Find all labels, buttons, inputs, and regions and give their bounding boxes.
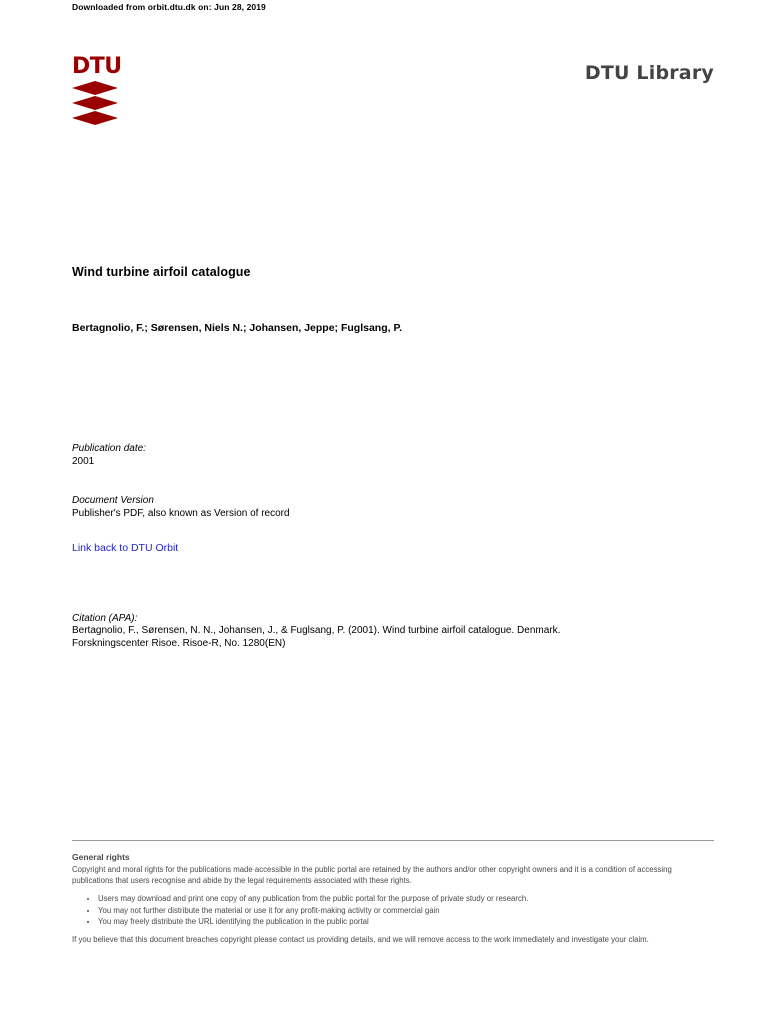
list-item: • You may not further distribute the material or use it for any profit-making activity or commercial gain bbox=[98, 905, 714, 917]
dtu-logo-wordmark: DTU bbox=[72, 54, 122, 79]
list-item: • You may freely distribute the URL identifying the publication in the public portal bbox=[98, 916, 714, 928]
document-version-value: Publisher's PDF, also known as Version of record bbox=[72, 508, 290, 519]
citation-line-2: Forskningscenter Risoe. Risoe-R, No. 1280(EN) bbox=[72, 637, 286, 649]
document-version-label: Document Version bbox=[72, 495, 154, 506]
general-rights-bullet-list bbox=[72, 893, 714, 928]
publication-date-block bbox=[72, 442, 146, 468]
download-stamp: Downloaded from orbit.dtu.dk on: Jun 28, 2019 bbox=[72, 2, 266, 12]
library-title: DTU Library bbox=[584, 62, 714, 84]
page-title: Wind turbine airfoil catalogue bbox=[72, 265, 251, 279]
author-list: Bertagnolio, F.; Sørensen, Niels N.; Johansen, Jeppe; Fuglsang, P. bbox=[72, 322, 403, 334]
link-back-to-dtu-orbit[interactable]: Link back to DTU Orbit bbox=[72, 542, 179, 554]
general-rights-heading: General rights bbox=[72, 852, 130, 862]
general-rights-contact-line-2: and investigate your claim. bbox=[556, 934, 649, 944]
page-header bbox=[72, 56, 714, 136]
citation-line-1: Bertagnolio, F., Sørensen, N. N., Johansen, J., & Fuglsang, P. (2001). Wind turbine airfoil catalogue. Denmark. bbox=[72, 625, 561, 636]
citation-label: Citation (APA): bbox=[72, 613, 138, 624]
list-item: • Users may download and print one copy of any publication from the public portal for the purpose of private study or research. bbox=[98, 893, 714, 905]
general-rights-intro-line-1: Copyright and moral rights for the publications made accessible in the public portal are retained by the authors and/or other copyright bbox=[72, 865, 531, 874]
document-version-block bbox=[72, 494, 290, 520]
footer-divider bbox=[72, 840, 714, 841]
citation-block bbox=[72, 612, 560, 650]
general-rights-intro-line-2: owners and it is a condition of accessing publications that users recognise and abide by the legal requirements associated with these rights. bbox=[72, 865, 672, 885]
publication-date-label: Publication date: bbox=[72, 443, 146, 454]
dtu-logo bbox=[72, 54, 122, 125]
general-rights-contact bbox=[72, 935, 714, 946]
dtu-logo-mark-icon bbox=[72, 81, 118, 125]
publication-date-value: 2001 bbox=[72, 456, 95, 467]
general-rights-section bbox=[72, 852, 714, 945]
general-rights-contact-line-1: If you believe that this document breaches copyright please contact us providing details, and we will remove access to the work immediately bbox=[72, 934, 555, 944]
general-rights-intro bbox=[72, 865, 714, 886]
